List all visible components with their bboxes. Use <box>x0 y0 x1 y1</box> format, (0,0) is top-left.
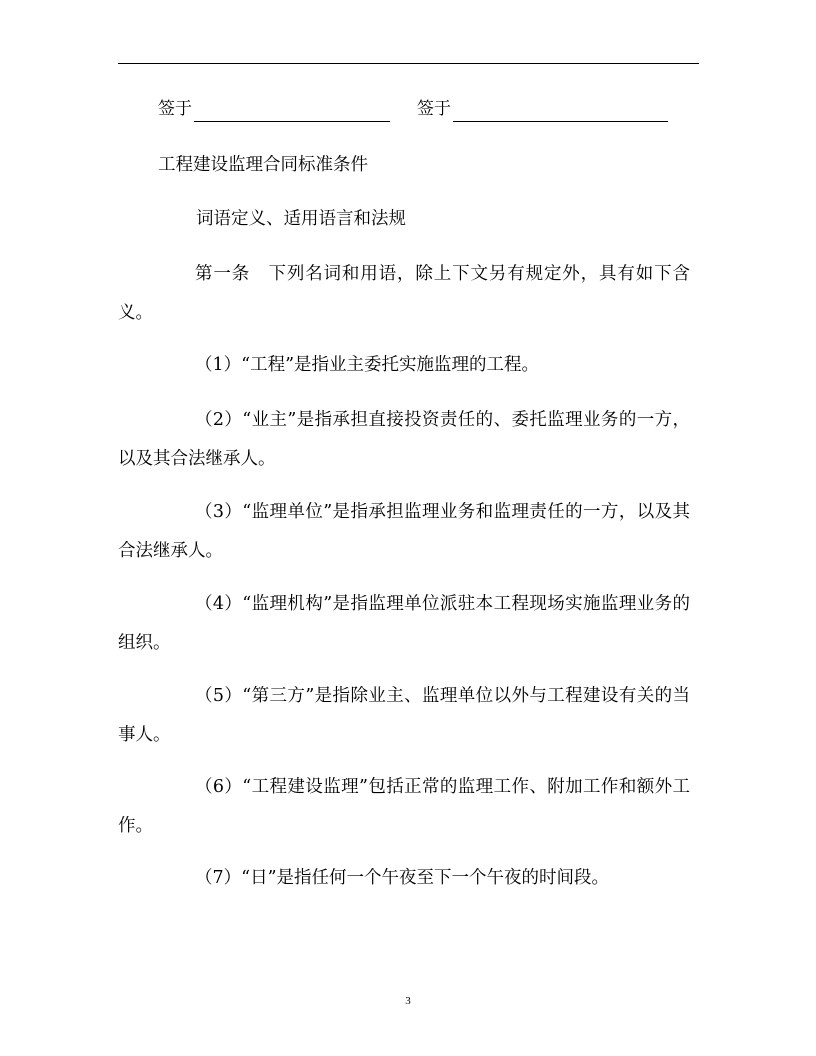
contract-title: 工程建设监理合同标准条件 <box>158 155 368 175</box>
section-heading: 词语定义、适用语言和法规 <box>196 209 406 229</box>
signature-blank-right <box>453 101 668 122</box>
signature-blank-left <box>194 101 390 122</box>
page-number: 3 <box>405 995 411 1007</box>
definition-7: （7）“日”是指任何一个午夜至下一个午夜的时间段。 <box>195 868 610 888</box>
definition-4: （4）“监理机构”是指监理单位派驻本工程现场实施监理业务的组织。 <box>118 594 690 653</box>
definition-1: （1）“工程”是指业主委托实施监理的工程。 <box>195 355 540 375</box>
signature-field-right <box>417 96 668 122</box>
definition-3: （3）“监理单位”是指承担监理业务和监理责任的一方，以及其合法继承人。 <box>118 502 690 561</box>
article-1-paragraph: 第一条 下列名词和用语，除上下文另有规定外，具有如下含义。 <box>118 264 690 323</box>
signature-label-right: 签于 <box>417 99 451 119</box>
signature-field-left <box>158 96 390 122</box>
signature-label-left: 签于 <box>158 99 192 119</box>
definition-6: （6）“工程建设监理”包括正常的监理工作、附加工作和额外工作。 <box>118 777 690 836</box>
definition-5: （5）“第三方”是指除业主、监理单位以外与工程建设有关的当事人。 <box>118 686 690 745</box>
signature-row <box>158 96 698 122</box>
header-rule <box>118 63 699 64</box>
definition-2: （2）“业主”是指承担直接投资责任的、委托监理业务的一方，以及其合法继承人。 <box>118 410 690 469</box>
